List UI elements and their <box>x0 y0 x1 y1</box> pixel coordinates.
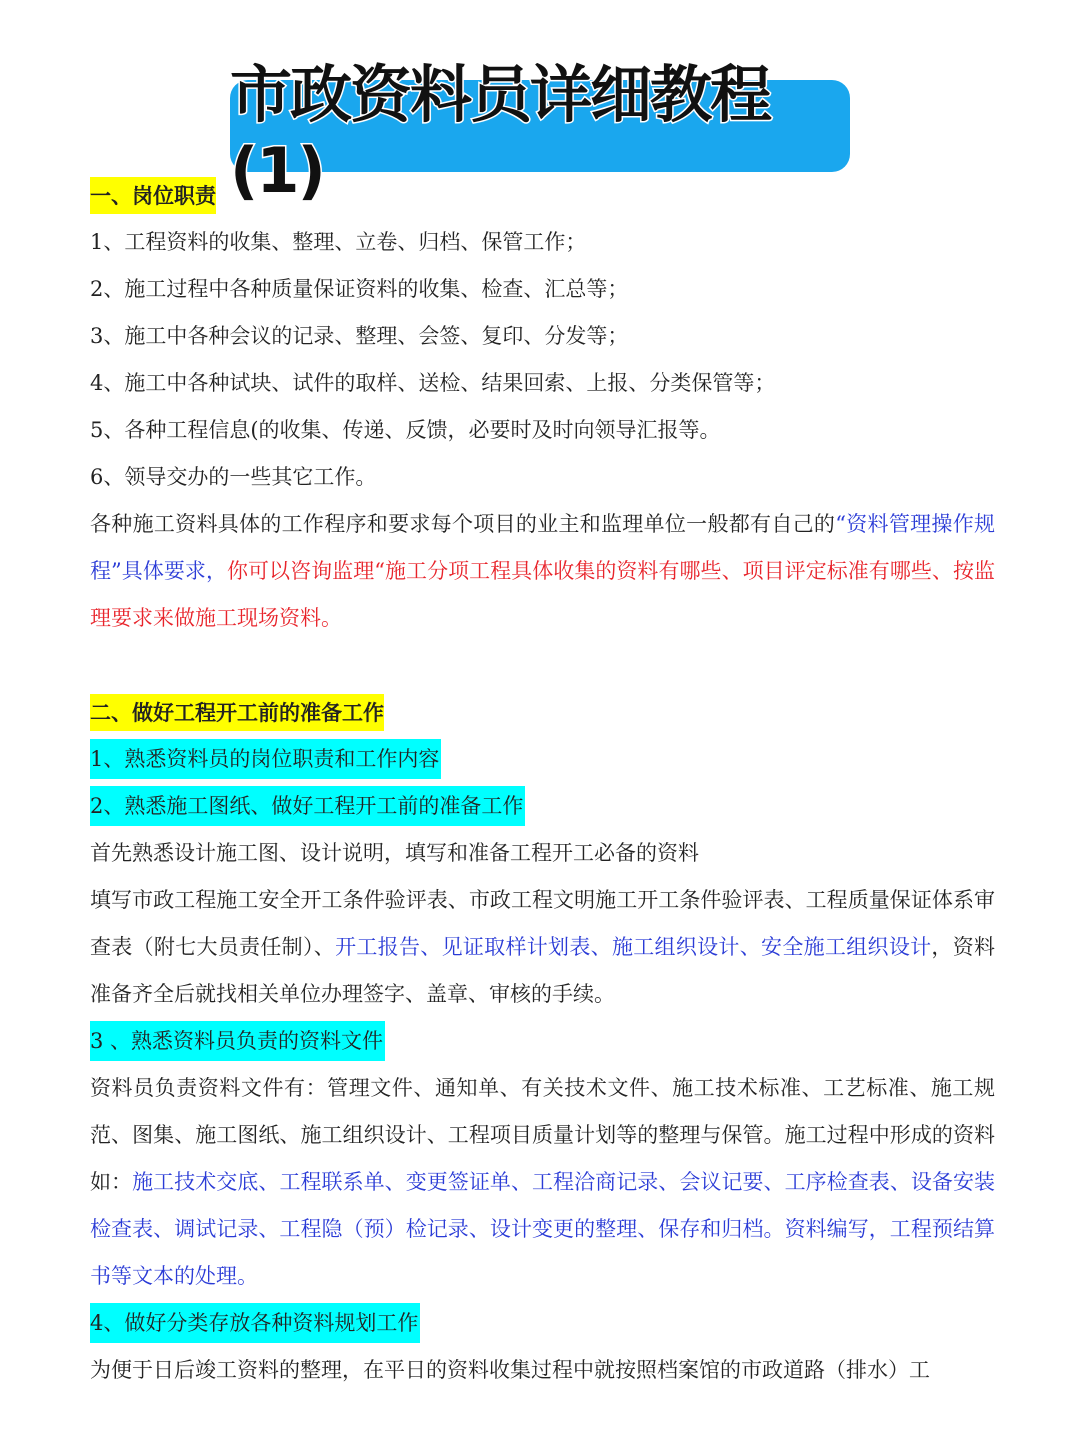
duty-item: 2、施工过程中各种质量保证资料的收集、检查、汇总等； <box>90 277 629 301</box>
article-body <box>90 172 995 1394</box>
subheading-4: 4、做好分类存放各种资料规划工作 <box>90 1303 420 1343</box>
sub4-line: 为便于日后竣工资料的整理，在平日的资料收集过程中就按照档案馆的市政道路（排水）工 <box>90 1358 930 1382</box>
subheading-1: 1、熟悉资料员的岗位职责和工作内容 <box>90 739 441 779</box>
sub2-para-blue: 开工报告、见证取样计划表、施工组织设计、安全施工组织设计 <box>335 935 932 959</box>
subheading-row <box>90 783 995 830</box>
sub3-paragraph <box>90 1065 995 1300</box>
section2-heading-row <box>90 689 995 736</box>
spacer <box>90 642 995 689</box>
sub3-para-plain: 资料员负责资料文件有：管理文件、通知单、有关技术文件、施工技术标准、工艺标准、施工规范、图集、施工图纸、施工组织设计、工程项目质量计划等的整理与保管。施工过程中形成的资料如： <box>90 1076 995 1194</box>
sub3-para-blue: 施工技术交底、工程联系单、变更签证单、工程洽商记录、会议记要、工序检查表、设备安装检查表、调试记录、工程隐（预）检记录、设计变更的整理、保存和归档。资料编写，工程预结算书等文本的处理。 <box>90 1170 996 1288</box>
section2-heading: 二、做好工程开工前的准备工作 <box>90 694 384 731</box>
duty-item: 3、施工中各种会议的记录、整理、会签、复印、分发等； <box>90 324 629 348</box>
subheading-row <box>90 1018 995 1065</box>
section1-para-plain: 各种施工资料具体的工作程序和要求每个项目的业主和监理单位一般都有自己的 <box>90 512 836 536</box>
subheading-row <box>90 1300 995 1347</box>
title-banner <box>230 58 850 207</box>
section1-para-red: 你可以咨询监理“施工分项工程具体收集的资料有哪些、项目评定标准有哪些、按监理要求来做施工现场资料。 <box>90 559 995 630</box>
section1-heading-row <box>90 172 995 219</box>
sub2-paragraph <box>90 877 995 1018</box>
duty-item: 5、各种工程信息(的收集、传递、反馈，必要时及时向领导汇报等。 <box>90 418 721 442</box>
duty-item: 4、施工中各种试块、试件的取样、送检、结果回索、上报、分类保管等； <box>90 371 776 395</box>
subheading-2: 2、熟悉施工图纸、做好工程开工前的准备工作 <box>90 786 525 826</box>
section1-paragraph <box>90 501 995 642</box>
duty-item: 1、工程资料的收集、整理、立卷、归档、保管工作； <box>90 230 587 254</box>
subheading-3: 3 、熟悉资料员负责的资料文件 <box>90 1021 385 1061</box>
subheading-row <box>90 736 995 783</box>
duty-item: 6、领导交办的一些其它工作。 <box>90 465 377 489</box>
sub2-para-end: ，资料准备齐全后就找相关单位办理签字、盖章、审核的手续。 <box>90 935 996 1006</box>
sub2-para-plain: 填写市政工程施工安全开工条件验评表、市政工程文明施工开工条件验评表、工程质量保证体系审查表（附七大员责任制）、 <box>90 888 995 959</box>
sub2-line: 首先熟悉设计施工图、设计说明，填写和准备工程开工必备的资料 <box>90 841 699 865</box>
section1-heading: 一、岗位职责 <box>90 177 216 214</box>
page-title: 市政资料员详细教程(1) <box>230 58 771 207</box>
section1-para-blue: “资料管理操作规程”具体要求， <box>90 512 995 583</box>
